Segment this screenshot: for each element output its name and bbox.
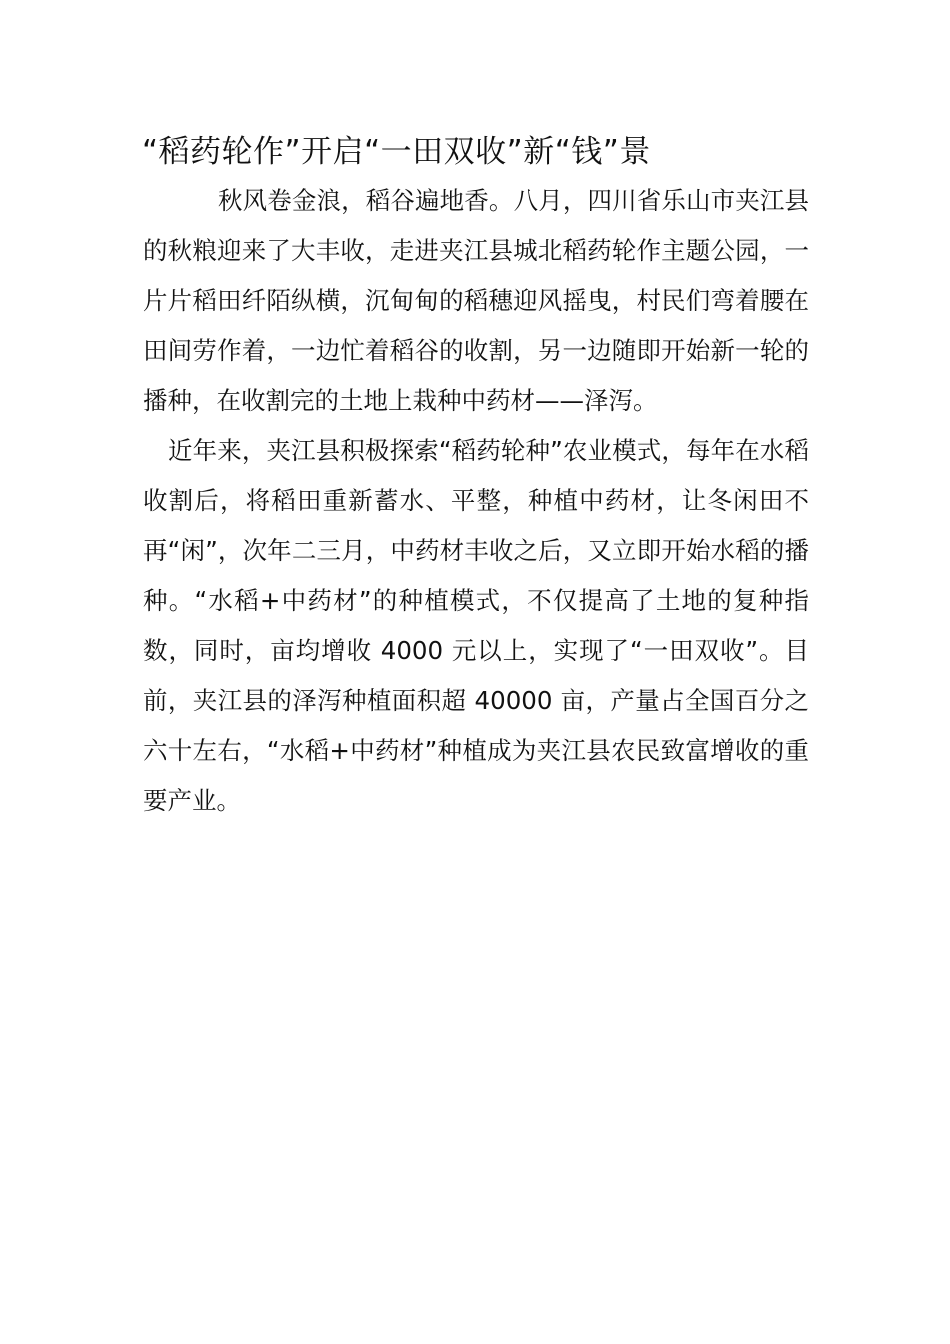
document-title: “稻药轮作”开启“一田双收”新“钱”景 [142, 134, 651, 170]
paragraph-1: 秋风卷金浪，稻谷遍地香。八月，四川省乐山市夹江县的秋粮迎来了大丰收，走进夹江县城北稻药轮作主题公园，一片片稻田纤陌纵横，沉甸甸的稻穗迎风摇曳，村民们弯着腰在田间劳作着，一边忙着稻谷的收割，另一边随即开始新一轮的播种，在收割完的土地上栽种中药材——泽泻。 [143, 186, 809, 415]
paragraph-2: 近年来，夹江县积极探索“稻药轮种”农业模式，每年在水稻收割后，将稻田重新蓄水、平整，种植中药材，让冬闲田不再“闲”，次年二三月，中药材丰收之后，又立即开始水稻的播种。“水稻+中药材”的种植模式，不仅提高了土地的复种指数，同时，亩均增收 4000 元以上，实现了“一田双收”。目前，夹江县的泽泻种植面积超 40000 亩，产量占全国百分之六十左右，“水稻+中药材”种植成为夹江县农民致富增收的重要产业。 [143, 436, 809, 815]
document-body [143, 176, 809, 826]
